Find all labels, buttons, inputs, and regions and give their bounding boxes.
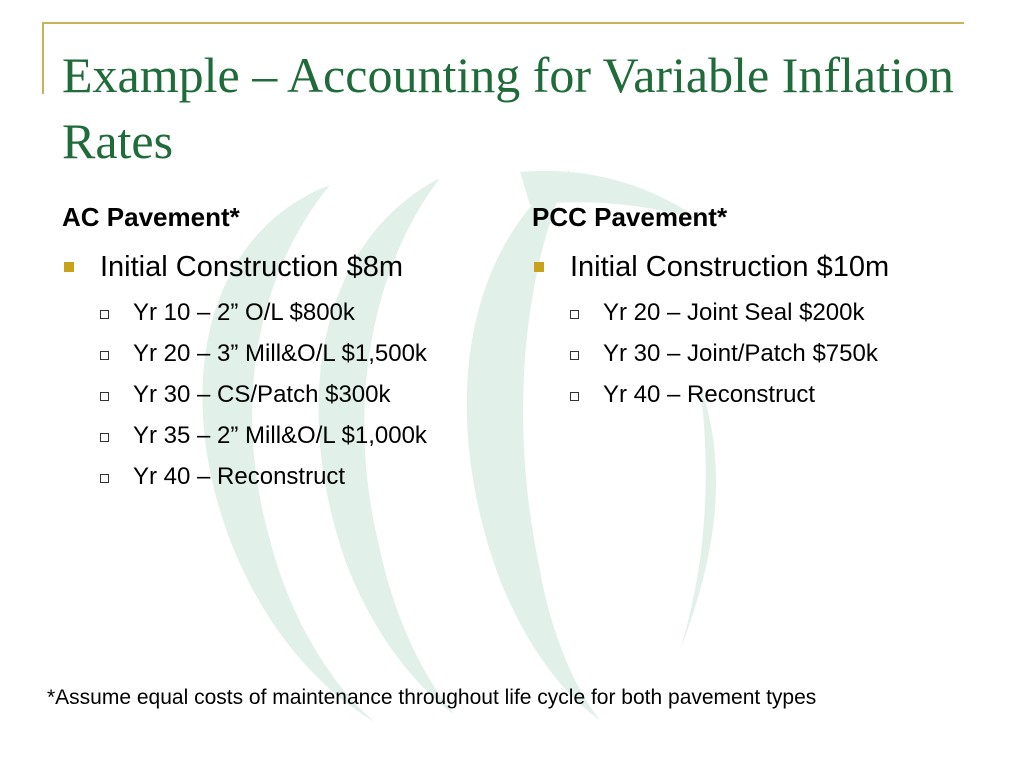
pcc-main-item-text: Initial Construction $10m — [570, 251, 890, 283]
hollow-square-bullet-icon — [100, 310, 109, 319]
ac-sub-item-text: Yr 30 – CS/Patch $300k — [133, 381, 391, 408]
pcc-sub-item-text: Yr 20 – Joint Seal $200k — [603, 299, 865, 326]
ac-pavement-column — [62, 200, 512, 497]
pcc-main-item — [532, 248, 1002, 286]
square-bullet-icon — [64, 262, 74, 272]
ac-main-item — [62, 248, 512, 286]
hollow-square-bullet-icon — [100, 474, 109, 483]
ac-sub-item-text: Yr 35 – 2” Mill&O/L $1,000k — [133, 422, 427, 449]
pcc-pavement-column — [532, 200, 1002, 415]
footnote: *Assume equal costs of maintenance throughout life cycle for both pavement types — [47, 686, 817, 709]
ac-sub-item — [100, 374, 512, 415]
hollow-square-bullet-icon — [570, 351, 579, 360]
hollow-square-bullet-icon — [570, 310, 579, 319]
ac-sub-item — [100, 456, 512, 497]
pcc-sub-item-text: Yr 40 – Reconstruct — [603, 381, 816, 408]
pcc-sub-item — [570, 292, 1002, 333]
ac-main-item-text: Initial Construction $8m — [100, 251, 404, 283]
square-bullet-icon — [534, 262, 544, 272]
slide-title: Example – Accounting for Variable Inflation Rates — [62, 47, 954, 169]
pcc-sub-item — [570, 374, 1002, 415]
ac-pavement-heading: AC Pavement* — [62, 202, 240, 232]
hollow-square-bullet-icon — [100, 392, 109, 401]
ac-sub-item — [100, 292, 512, 333]
pcc-pavement-heading: PCC Pavement* — [532, 202, 728, 232]
ac-sub-item — [100, 333, 512, 374]
ac-sub-item-text: Yr 20 – 3” Mill&O/L $1,500k — [133, 340, 427, 367]
hollow-square-bullet-icon — [570, 392, 579, 401]
ac-sub-item-text: Yr 40 – Reconstruct — [133, 463, 346, 490]
frame-top-line — [42, 22, 964, 24]
pcc-sub-item-text: Yr 30 – Joint/Patch $750k — [603, 340, 878, 367]
ac-sub-item-text: Yr 10 – 2” O/L $800k — [133, 299, 355, 326]
ac-sub-item — [100, 415, 512, 456]
hollow-square-bullet-icon — [100, 351, 109, 360]
hollow-square-bullet-icon — [100, 433, 109, 442]
pcc-sub-item — [570, 333, 1002, 374]
frame-left-line — [42, 22, 44, 94]
